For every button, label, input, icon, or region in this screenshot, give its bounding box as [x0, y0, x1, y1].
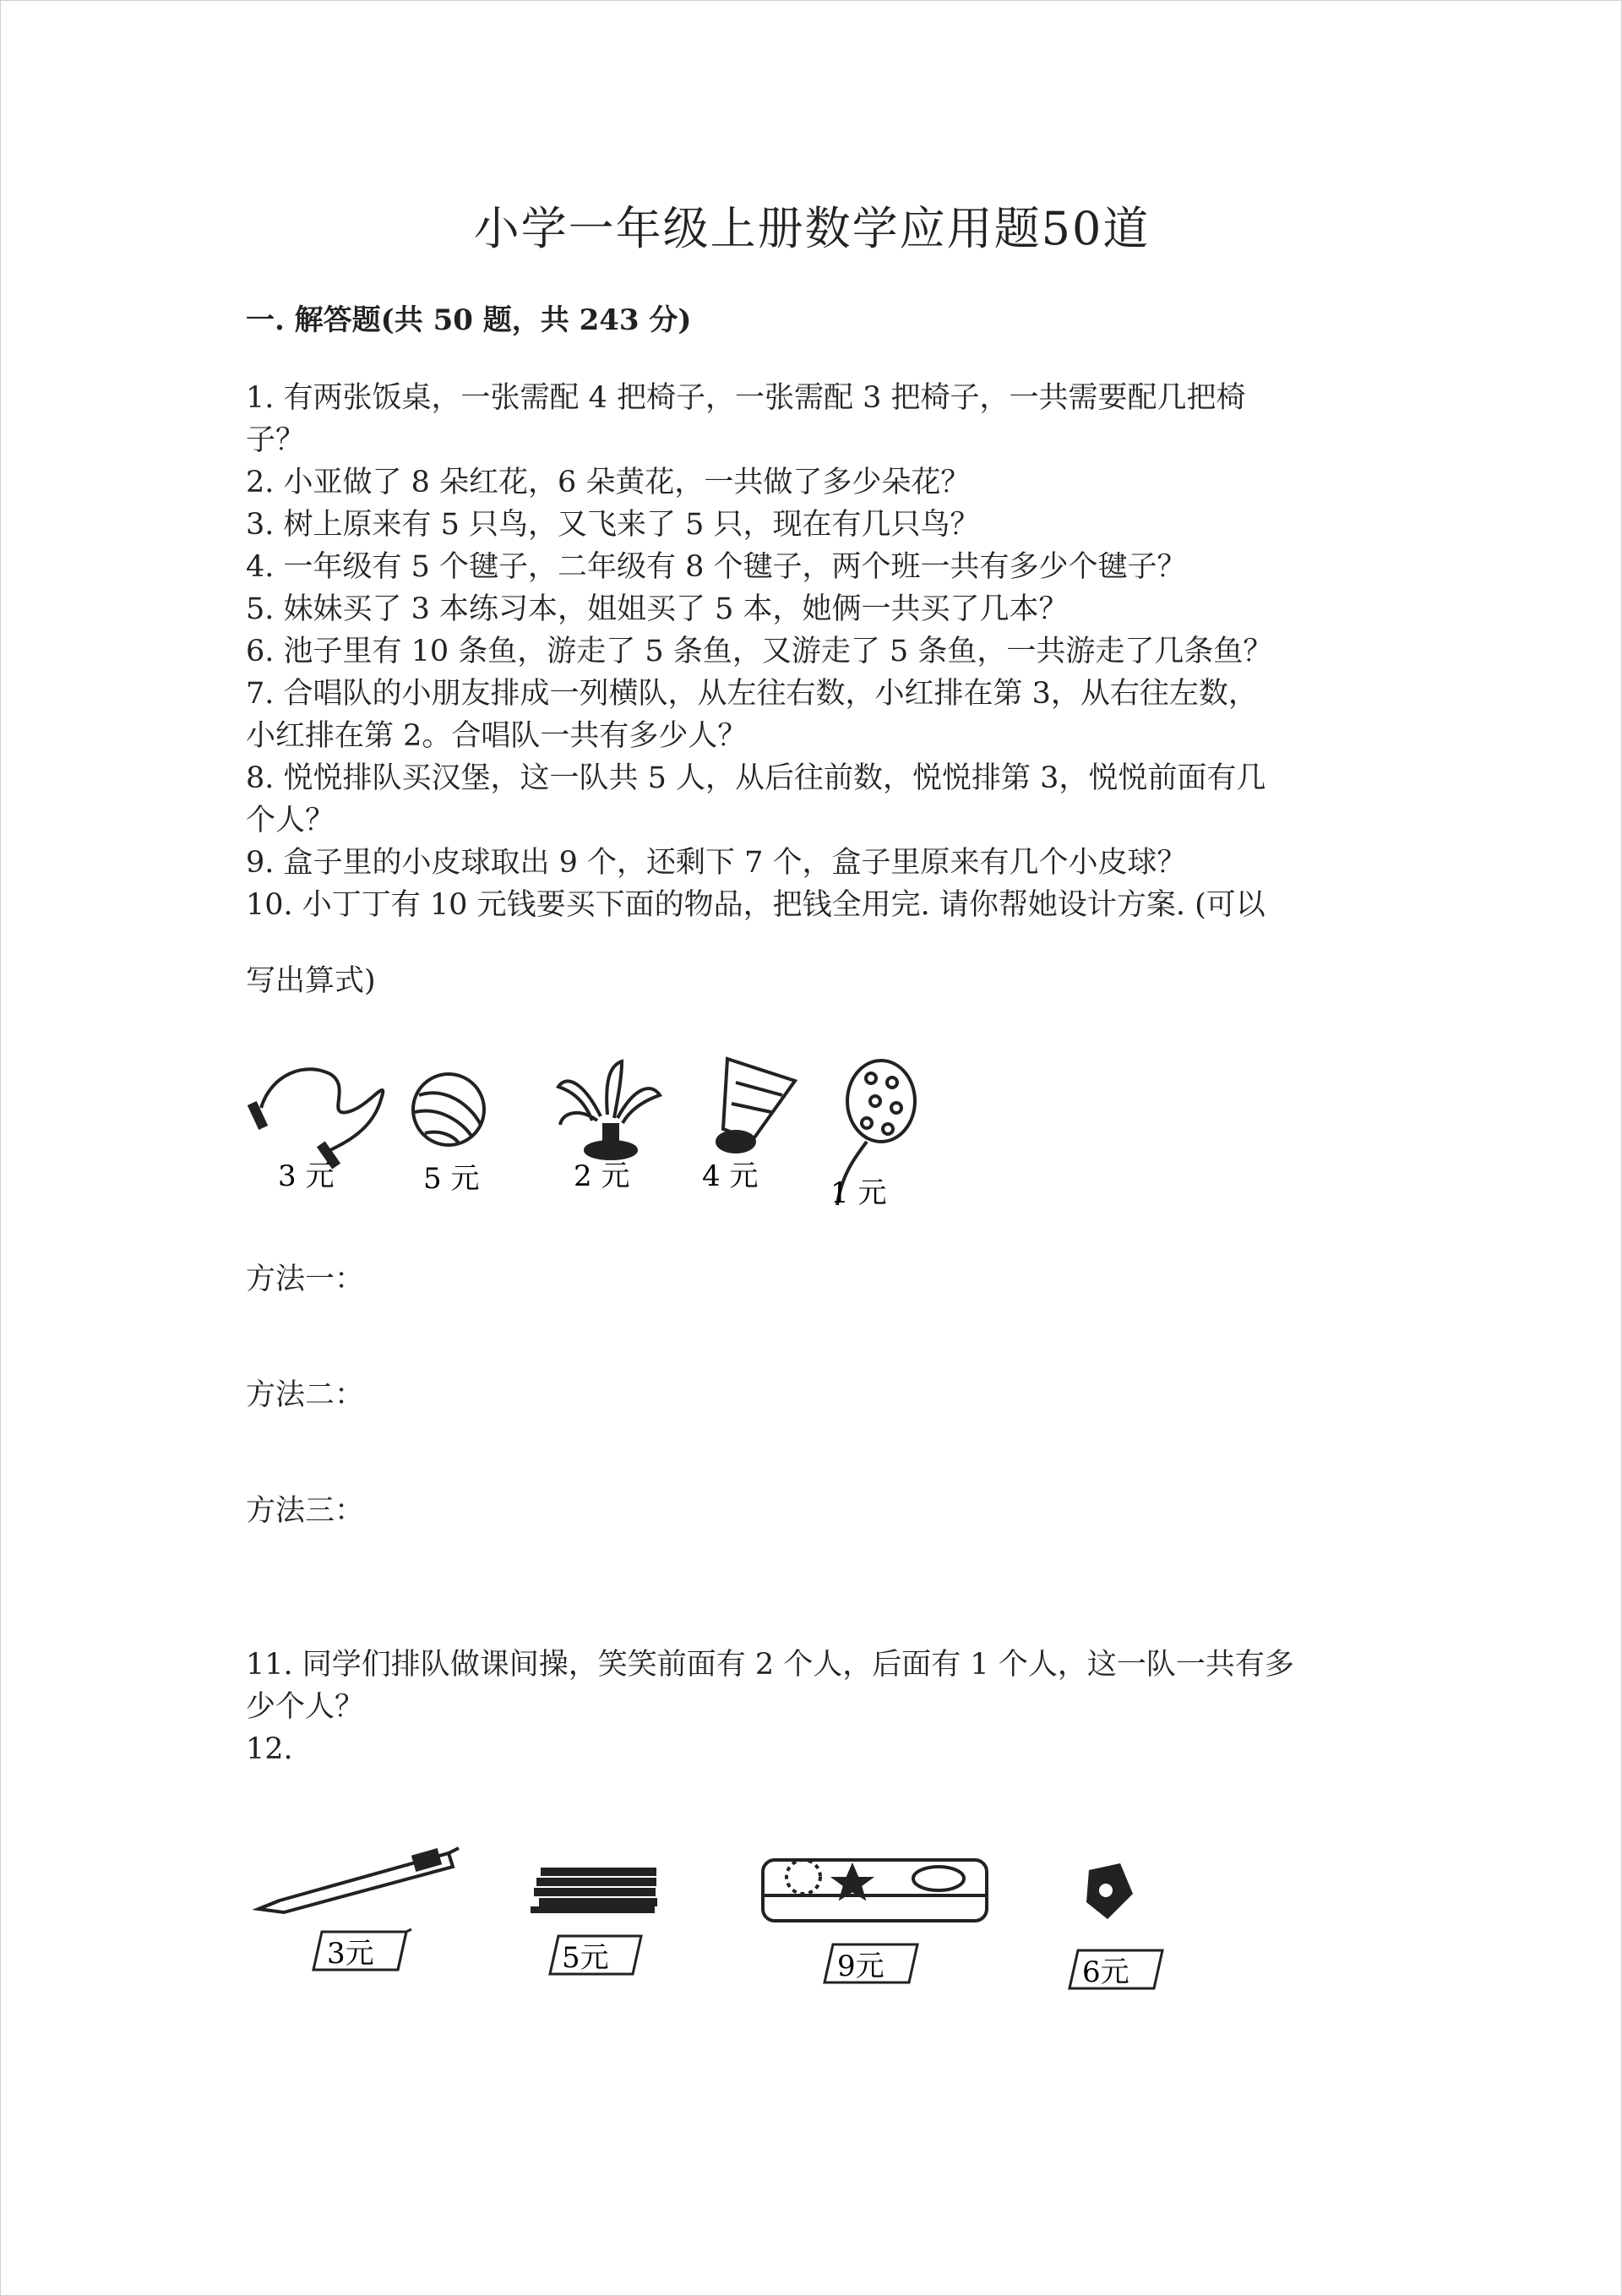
- shuttlecock-kick-icon: [558, 1061, 660, 1159]
- question-8-line-1: 8. 悦悦排队买汉堡，这一队共 5 人，从后往前数，悦悦排第 3，悦悦前面有几: [246, 761, 1266, 795]
- sharpener-icon: [1086, 1863, 1133, 1919]
- method-1-label: 方法一：: [246, 1263, 365, 1296]
- question-7: [246, 673, 1395, 757]
- ball-icon: [413, 1074, 484, 1145]
- price-label-jump-rope: 3 元: [278, 1159, 335, 1193]
- question-12-figure: [246, 1835, 1192, 2021]
- price-tag-pencil-case: [825, 1944, 917, 1983]
- question-11: [246, 1644, 1395, 1728]
- jump-rope-icon: [249, 1069, 383, 1166]
- price-tag-sharpener: [1070, 1950, 1162, 1989]
- question-11-line-2: 少个人？: [246, 1690, 365, 1724]
- question-9: 9. 盒子里的小皮球取出 9 个，还剩下 7 个，盒子里原来有几个小皮球？: [246, 846, 1187, 880]
- price-label-pencil: 3元: [327, 1937, 374, 1971]
- price-label-ball: 5 元: [423, 1162, 480, 1196]
- question-8-line-2: 个人？: [246, 804, 335, 837]
- price-tag-notebooks: [550, 1936, 641, 1975]
- question-2: 2. 小亚做了 8 朵红花，6 朵黄花，一共做了多少朵花？: [246, 466, 971, 499]
- section-heading: 一. 解答题(共 50 题，共 243 分): [246, 303, 692, 337]
- price-label-shuttlecock-kick: 2 元: [574, 1159, 630, 1193]
- badminton-shuttlecock-icon: [717, 1059, 795, 1152]
- question-10-line-1: 10. 小丁丁有 10 元钱要买下面的物品，把钱全用完. 请你帮她设计方案. (可以: [246, 888, 1265, 922]
- question-10-line-2: 写出算式): [246, 964, 376, 998]
- question-8: [246, 757, 1395, 842]
- question-6: 6. 池子里有 10 条鱼，游走了 5 条鱼，又游走了 5 条鱼，一共游走了几条鱼？: [246, 635, 1273, 668]
- price-label-sharpener: 6元: [1082, 1955, 1129, 1989]
- question-12: 12.: [246, 1732, 293, 1766]
- question-4: 4. 一年级有 5 个毽子，二年级有 8 个毽子，两个班一共有多少个毽子？: [246, 550, 1187, 584]
- price-label-notebooks: 5元: [562, 1941, 609, 1975]
- price-tag-pencil: [313, 1929, 411, 1971]
- question-7-line-1: 7. 合唱队的小朋友排成一列横队，从左往右数，小红排在第 3，从右往左数，: [246, 677, 1258, 711]
- pencil-case-icon: [763, 1860, 987, 1921]
- price-label-pencil-case: 9元: [837, 1950, 884, 1983]
- question-1-line-1: 1. 有两张饭桌，一张需配 4 把椅子，一张需配 3 把椅子，一共需要配几把椅: [246, 381, 1246, 415]
- pencil-icon: [259, 1848, 459, 1912]
- question-5: 5. 妹妹买了 3 本练习本，姐姐买了 5 本，她俩一共买了几本？: [246, 592, 1069, 626]
- question-10-figure: [246, 1049, 964, 1218]
- method-3-label: 方法三：: [246, 1494, 365, 1528]
- question-1: [246, 377, 1395, 461]
- question-1-line-2: 子？: [246, 423, 306, 457]
- question-3: 3. 树上原来有 5 只鸟，又飞来了 5 只，现在有几只鸟？: [246, 508, 980, 542]
- question-7-line-2: 小红排在第 2。合唱队一共有多少人？: [246, 719, 748, 753]
- notebooks-icon: [531, 1868, 656, 1912]
- method-2-label: 方法二：: [246, 1378, 365, 1412]
- price-label-balloon: 1 元: [830, 1176, 887, 1210]
- page-title: 小学一年级上册数学应用题50道: [473, 202, 1151, 255]
- price-label-shuttlecock: 4 元: [702, 1159, 759, 1193]
- question-11-line-1: 11. 同学们排队做课间操，笑笑前面有 2 个人，后面有 1 个人，这一队一共有多: [246, 1648, 1294, 1682]
